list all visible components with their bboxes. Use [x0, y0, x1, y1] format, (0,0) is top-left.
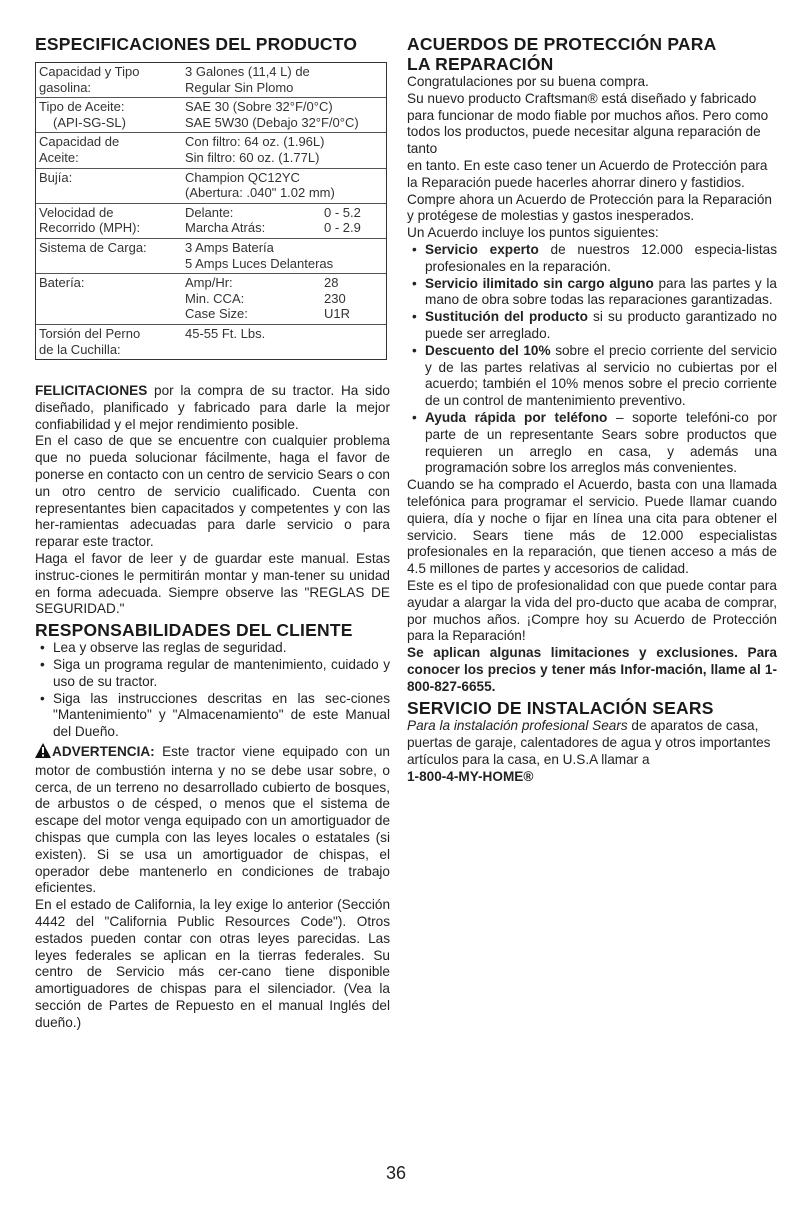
spec-label: de la Cuchilla:	[39, 341, 121, 357]
list-item: • Siga un programa regular de mantenimiento, cuidado y uso de su tractor.	[35, 657, 390, 691]
after-purchase-paragraph: Cuando se ha comprado el Acuerdo, basta con una llamada telefónica para programar el servicio. Puede llamar cuando quiera, día y noche o fijar en línea una cita para obtener el servicio. Sears tiene más de 12.000 especialistas profesionales en la reparación, que tienen acceso a más de 4.5 millones de partes y accesorios de calidad.	[407, 477, 777, 577]
responsibilities-title: RESPONSABILIDADES DEL CLIENTE	[35, 620, 353, 641]
list-item	[407, 242, 777, 276]
install-paragraph	[407, 718, 777, 768]
service-paragraph: En el caso de que se encuentre con cualquier problema que no pueda solucionar fácilmente, haga el favor de ponerse en contacto con un centro de servicio Sears o con un otro centro de servicio cualificado. Cuenta con representantes bien capacitados y competentes y con las her-ramientas adecuadas para darle servicio o para reparar este tractor.	[35, 433, 390, 550]
spec-value: Sin filtro: 60 oz. (1.77L)	[185, 149, 320, 165]
california-paragraph: En el estado de California, la ley exige lo anterior (Sección 4442 del "California Public Resources Code"). Otros estados pueden contar con otras leyes parecidas. Las leyes federales se aplican en la tierras federales. Su centro de Servicio más cer-cano tiene disponible amortiguadores de chispas para el silenciador. (Vea la sección de Partes de Repuesto en el manual Inglés del dueño.)	[35, 897, 390, 1030]
spec-value: SAE 5W30 (Debajo 32°F/0°C)	[185, 114, 359, 130]
list-item: • Siga las instrucciones descritas en las sec-ciones "Mantenimiento" y "Almacenamiento" de este Manual del Dueño.	[35, 691, 390, 741]
install-text: de aparatos de casa, puertas de garaje, calentadores de agua y otros importantes artículos para la casa, en U.S.A llamar a	[407, 718, 771, 768]
spec-value: Marcha Atrás:	[185, 220, 266, 236]
spec-label: Torsión del Perno	[39, 325, 141, 341]
spec-value: Delante:	[185, 204, 234, 220]
spec-label: Aceite:	[39, 149, 79, 165]
spec-value: Con filtro: 64 oz. (1.96L)	[185, 134, 325, 150]
spec-row	[36, 274, 386, 325]
list-item: • Lea y observe las reglas de seguridad.	[35, 640, 390, 657]
spec-value: U1R	[324, 306, 351, 322]
spec-label: Batería:	[39, 275, 85, 291]
benefit-text: sobre el precio corriente del servicio y de las partes relativas al servicio no cubiertas por el acuerdo; también el 10% menos sobre el precio corriente de un control de mantenimiento preventivo.	[425, 342, 777, 409]
spec-table	[35, 62, 387, 360]
includes-paragraph: Un Acuerdo incluye los puntos siguientes:	[407, 225, 659, 241]
install-title: SERVICIO DE INSTALACIÓN SEARS	[407, 698, 714, 719]
benefit-title: Servicio ilimitado sin cargo alguno	[425, 275, 654, 291]
benefit-title: Servicio experto	[425, 241, 539, 257]
spec-label: Capacidad de	[39, 134, 120, 150]
spec-label: (API-SG-SL)	[53, 114, 126, 130]
benefit-text: – soporte telefóni-co por parte de un representante Sears sobre productos que requieren un arreglo en casa, y además una programación sobre los arreglos más convenientes.	[425, 409, 777, 476]
spec-value: 230	[324, 290, 346, 306]
list-item	[407, 276, 777, 310]
spec-label: Recorrido (MPH):	[39, 220, 141, 236]
benefit-title: Ayuda rápida por teléfono	[425, 409, 608, 425]
spec-row	[36, 133, 386, 168]
spec-value: Min. CCA:	[185, 290, 245, 306]
spec-label: Velocidad de	[39, 204, 114, 220]
protection-intro: Congratulaciones por su buena compra. Su nuevo producto Craftsman® está diseñado y fabricado para funcionar de modo fiable por muchos años. Pero como todos los productos, puede necesitar alguna reparación de tanto en tanto. En este caso tener un Acuerdo de Protección para la Reparación puede hacerles ahorrar dinero y fastidios.	[407, 74, 769, 190]
spec-row	[36, 169, 386, 204]
congrats-text: por la compra de su tractor. Ha sido diseñado, planificado y fabricado para darle la mejor confiabilidad y el mejor rendimiento posible.	[35, 383, 390, 432]
install-phone: 1-800-4-MY-HOME®	[407, 768, 534, 784]
spec-value: Case Size:	[185, 306, 248, 322]
page-number: 36	[385, 1163, 407, 1183]
protection-title-line1: ACUERDOS DE PROTECCIÓN PARA	[407, 34, 717, 54]
spec-label: gasolina:	[39, 79, 92, 95]
benefits-list	[407, 242, 777, 477]
spec-value: 0 - 5.2	[324, 204, 361, 220]
benefit-title: Sustitución del producto	[425, 309, 588, 325]
spec-value: 28	[324, 275, 339, 291]
spec-row	[36, 204, 386, 239]
manual-paragraph: Haga el favor de leer y de guardar este manual. Estas instruc-ciones le permitirán montar y man-tener su unidad en forma adecuada. Siempre observe las "REGLAS DE SEGURIDAD."	[35, 551, 390, 617]
spec-title: ESPECIFICACIONES DEL PRODUCTO	[35, 34, 358, 54]
responsibilities-list	[35, 640, 390, 741]
spec-row	[36, 98, 386, 133]
professionalism-paragraph: Este es el tipo de profesionalidad con que puede contar para ayudar a alargar la vida del pro-ducto que acaba de comprar, por muchos años. ¡Compre hoy su Acuerdo de Protección para la Reparación!	[407, 577, 777, 644]
warning-text: Este tractor viene equipado con un motor de combustión interna y no se debe usar sobre, o cerca, de un terreno no desarrollado cubierto de bosques, de arbustos o de césped, o menos que el sistema de escape del motor venga equipado con un amortiguador de chispas que cumpla con las leyes locales o estatales (si existen). Si se usa un amortiguador de chispas, el operador debe mantenerlo en condiciones de trabajo eficientes.	[35, 744, 390, 896]
benefit-text: si su producto garantizado no puede ser arreglado.	[425, 309, 777, 341]
warning-label: ADVERTENCIA:	[52, 744, 155, 760]
spec-value: 5 Amps Luces Delanteras	[185, 255, 334, 271]
list-item	[407, 343, 777, 410]
congrats-lead: FELICITACIONES	[35, 383, 148, 399]
spec-label: Capacidad y Tipo	[39, 64, 140, 79]
spec-value: 3 Amps Batería	[185, 239, 274, 255]
list-item	[407, 309, 777, 343]
spec-value: (Abertura: .040" 1.02 mm)	[185, 185, 335, 201]
spec-value: 45-55 Ft. Lbs.	[185, 325, 266, 341]
protection-title-line2: LA REPARACIÓN	[407, 54, 554, 74]
benefit-title: Descuento del 10%	[425, 342, 551, 358]
spec-value: 0 - 2.9	[324, 220, 361, 236]
list-item	[407, 410, 777, 477]
spec-row	[36, 325, 386, 359]
install-italic: Para la instalación profesional Sears	[407, 718, 628, 734]
left-column	[35, 34, 390, 1032]
buy-now-paragraph: Compre ahora un Acuerdo de Protección para la Reparación y protégese de molestias y gastos inesperados.	[407, 191, 772, 224]
spec-value: SAE 30 (Sobre 32°F/0°C)	[185, 99, 333, 115]
spec-row	[36, 239, 386, 274]
spec-label: Tipo de Aceite:	[39, 99, 125, 115]
benefit-text: de nuestros 12.000 especia-listas profesionales en la reparación.	[425, 241, 777, 274]
spec-label: Bujía:	[39, 169, 73, 185]
limitations-paragraph: Se aplican algunas limitaciones y exclusiones. Para conocer los precios y tener más Infor-mación, llame al 1-800-827-6655.	[407, 645, 777, 694]
spec-label: Sistema de Carga:	[39, 239, 147, 255]
warning-paragraph	[35, 743, 390, 897]
right-column	[407, 34, 777, 786]
spec-value: Regular Sin Plomo	[185, 79, 294, 95]
congrats-paragraph	[35, 383, 390, 433]
benefit-text: para las partes y la mano de obra sobre todas las reparaciones garantizadas.	[425, 275, 777, 308]
spec-row	[36, 63, 386, 98]
spec-value: 3 Galones (11,4 L) de	[185, 64, 310, 79]
spec-value: Champion QC12YC	[185, 169, 300, 185]
warning-icon	[35, 743, 51, 763]
spec-value: Amp/Hr:	[185, 275, 233, 291]
